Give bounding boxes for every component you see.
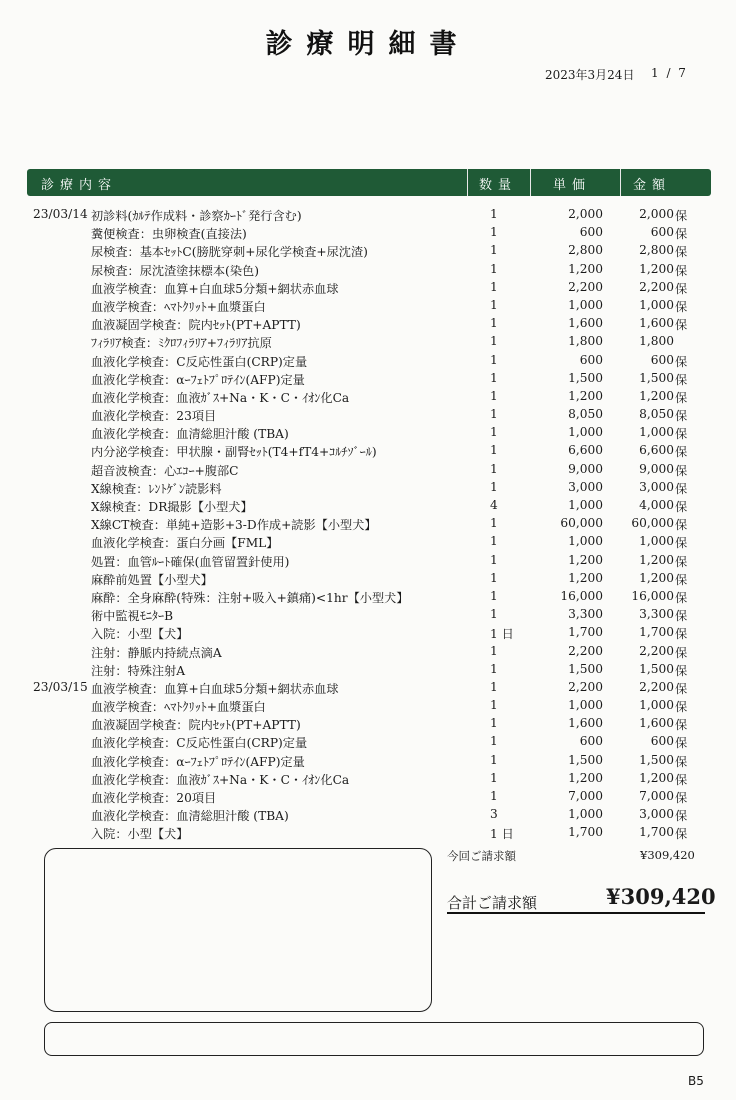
header-content: 診療内容 <box>41 178 118 193</box>
line-insurance-mark: 保 <box>675 409 688 424</box>
line-insurance-mark: 保 <box>675 572 688 587</box>
line-quantity: 1 <box>490 207 498 221</box>
total-underline <box>447 912 705 914</box>
line-description: 血液化学検査：血液ｶﾞｽ+Na・K・C・ｲｵﾝ化Ca <box>91 390 350 405</box>
line-insurance-mark: 保 <box>675 754 688 769</box>
line-description: 注射：特殊注射A <box>91 663 186 678</box>
line-quantity: 1 <box>490 425 498 440</box>
line-quantity: 1 <box>490 679 498 694</box>
line-amount: 1,700 <box>639 825 674 840</box>
line-description: 糞便検査：虫卵検査(直接法) <box>91 227 247 242</box>
line-unit-price: 1,600 <box>568 316 603 331</box>
line-description: 内分泌学検査：甲状腺・副腎ｾｯﾄ(T4+fT4+ｺﾙﾁｿﾞｰﾙ) <box>91 445 377 460</box>
line-description: 血液凝固学検査：院内ｾｯﾄ(PT+APTT) <box>91 718 301 733</box>
line-description: 血液学検査：ﾍﾏﾄｸﾘｯﾄ+血漿蛋白 <box>91 700 266 715</box>
line-description: 尿検査：基本ｾｯﾄC(膀胱穿刺+尿化学検査+尿沈渣) <box>91 245 368 260</box>
line-quantity: 1 <box>490 261 498 276</box>
line-description: 血液化学検査：血清総胆汁酸 (TBA) <box>91 427 289 442</box>
line-quantity: 1 <box>490 588 498 603</box>
line-description: 血液化学検査：23項目 <box>91 409 217 424</box>
line-insurance-mark: 保 <box>675 354 688 369</box>
total-bill-label: 合計ご請求額 <box>447 894 538 912</box>
line-item <box>0 698 736 716</box>
line-amount: 9,000 <box>639 461 674 476</box>
header-divider <box>530 169 531 196</box>
line-quantity: 1 <box>490 443 498 458</box>
line-unit-price: 8,050 <box>568 407 603 422</box>
line-item <box>0 625 736 643</box>
line-quantity: 1 <box>490 734 498 749</box>
header-divider <box>467 169 468 196</box>
line-amount: 2,200 <box>639 643 674 658</box>
line-amount: 3,000 <box>639 807 674 822</box>
line-insurance-mark: 保 <box>675 827 688 842</box>
line-unit-price: 600 <box>579 225 603 240</box>
line-quantity: 1 <box>490 752 498 767</box>
line-unit-price: 1,000 <box>568 425 603 440</box>
line-quantity: 1 <box>490 570 498 585</box>
line-insurance-mark: 保 <box>675 500 688 514</box>
line-item <box>0 480 736 498</box>
line-description: 入院：小型【犬】 <box>91 627 189 642</box>
line-amount: 1,000 <box>639 297 674 312</box>
line-amount: 1,000 <box>639 534 674 549</box>
header-amount: 金額 <box>633 178 672 193</box>
line-unit-price: 1,500 <box>568 370 603 385</box>
line-unit-price: 2,200 <box>568 679 603 694</box>
line-description: X線検査：ﾚﾝﾄｹﾞﾝ読影料 <box>91 481 222 496</box>
line-item <box>0 243 736 261</box>
line-amount: 1,200 <box>639 570 674 585</box>
line-item <box>0 262 736 280</box>
line-unit-price: 1,000 <box>568 498 603 512</box>
line-item <box>0 498 736 516</box>
line-amount: 1,200 <box>639 770 674 785</box>
line-amount: 1,600 <box>639 716 674 731</box>
line-quantity: 1 <box>490 479 498 494</box>
line-amount: 600 <box>650 352 674 367</box>
line-item <box>0 371 736 389</box>
line-quantity: 3 <box>490 807 498 822</box>
line-unit-price: 600 <box>579 352 603 367</box>
line-item <box>0 607 736 625</box>
line-quantity: 1 <box>490 770 498 785</box>
document-title: 診療明細書 <box>265 29 471 60</box>
line-quantity: 1 <box>490 516 498 531</box>
line-item <box>0 407 736 425</box>
line-amount: 1,600 <box>639 316 674 331</box>
line-amount: 1,700 <box>639 625 674 640</box>
header-unit-price: 単価 <box>553 178 592 193</box>
line-amount: 2,200 <box>639 279 674 294</box>
line-item <box>0 571 736 589</box>
line-description: 超音波検査：心ｴｺｰ+腹部C <box>91 463 239 478</box>
line-quantity: 1 <box>490 698 498 713</box>
paper-size: B5 <box>688 1074 704 1088</box>
line-quantity: 1 <box>490 643 498 658</box>
line-unit-price: 1,200 <box>568 388 603 403</box>
line-item <box>0 734 736 752</box>
line-quantity: 1 <box>490 552 498 567</box>
current-bill-value: ¥309,420 <box>640 848 695 862</box>
line-description: 血液学検査：ﾍﾏﾄｸﾘｯﾄ+血漿蛋白 <box>91 299 266 314</box>
line-quantity: 1 <box>490 661 498 676</box>
line-description: 処置：血管ﾙｰﾄ確保(血管留置針使用) <box>91 554 290 569</box>
line-item <box>0 716 736 734</box>
line-unit-price: 600 <box>579 734 603 749</box>
line-unit-price: 2,200 <box>568 643 603 658</box>
line-quantity: 1 <box>490 534 498 549</box>
line-unit-price: 1,600 <box>568 716 603 731</box>
line-unit-price: 1,700 <box>568 625 603 640</box>
line-unit-price: 1,000 <box>568 534 603 549</box>
line-amount: 1,000 <box>639 425 674 440</box>
line-quantity: 4 <box>490 498 498 512</box>
line-insurance-mark: 保 <box>675 681 688 696</box>
line-unit-price: 1,500 <box>568 752 603 767</box>
line-amount: 1,500 <box>639 661 674 676</box>
line-amount: 4,000 <box>639 498 674 512</box>
line-item <box>0 644 736 662</box>
line-description: 麻酔：全身麻酔(特殊：注射+吸入+鎮痛)<1hr【小型犬】 <box>91 590 409 605</box>
line-description: X線検査：DR撮影【小型犬】 <box>91 500 253 514</box>
line-insurance-mark: 保 <box>675 209 688 223</box>
line-description: 血液学検査：血算+白血球5分類+網状赤血球 <box>91 281 339 296</box>
line-unit-price: 2,000 <box>568 207 603 221</box>
line-unit-price: 1,200 <box>568 552 603 567</box>
line-amount: 6,600 <box>639 443 674 458</box>
line-description: 術中監視ﾓﾆﾀｰB <box>91 609 174 624</box>
line-amount: 1,200 <box>639 388 674 403</box>
line-description: 尿検査：尿沈渣塗抹標本(染色) <box>91 263 259 278</box>
line-item <box>0 334 736 352</box>
line-amount: 1,000 <box>639 698 674 713</box>
table-header <box>27 169 711 196</box>
line-item <box>0 516 736 534</box>
line-quantity: 1 <box>490 316 498 331</box>
line-description: 麻酔前処置【小型犬】 <box>91 572 213 587</box>
line-insurance-mark: 保 <box>675 645 688 660</box>
line-item <box>0 280 736 298</box>
line-insurance-mark: 保 <box>675 372 688 387</box>
line-unit-price: 3,000 <box>568 479 603 494</box>
line-quantity: 1 日 <box>490 627 514 642</box>
page-number: 1 / 7 <box>651 66 688 80</box>
line-item <box>0 298 736 316</box>
line-insurance-mark: 保 <box>675 481 688 496</box>
line-unit-price: 1,000 <box>568 297 603 312</box>
line-amount: 1,800 <box>639 334 674 349</box>
line-insurance-mark: 保 <box>675 299 688 314</box>
line-quantity: 1 <box>490 789 498 803</box>
line-quantity: 1 <box>490 370 498 385</box>
line-insurance-mark: 保 <box>675 536 688 551</box>
line-unit-price: 9,000 <box>568 461 603 476</box>
line-description: 血液化学検査：αｰﾌｪﾄﾌﾟﾛﾃｲﾝ(AFP)定量 <box>91 372 305 387</box>
memo-box <box>44 848 432 1012</box>
line-description: 血液化学検査：血清総胆汁酸 (TBA) <box>91 809 289 824</box>
line-quantity: 1 <box>490 607 498 622</box>
line-quantity: 1 <box>490 225 498 240</box>
total-bill-value: ¥309,420 <box>606 884 716 909</box>
line-description: 入院：小型【犬】 <box>91 827 189 842</box>
line-insurance-mark: 保 <box>675 663 688 678</box>
line-unit-price: 60,000 <box>560 516 603 531</box>
line-date: 23/03/14 <box>33 207 88 221</box>
line-item <box>0 753 736 771</box>
line-item <box>0 316 736 334</box>
line-quantity: 1 <box>490 352 498 367</box>
line-item <box>0 825 736 843</box>
line-item <box>0 589 736 607</box>
line-amount: 16,000 <box>631 588 674 603</box>
line-amount: 2,800 <box>639 243 674 258</box>
line-quantity: 1 <box>490 388 498 403</box>
line-insurance-mark: 保 <box>675 736 688 751</box>
line-unit-price: 2,800 <box>568 243 603 258</box>
line-insurance-mark: 保 <box>675 318 688 333</box>
line-description: 血液学検査：血算+白血球5分類+網状赤血球 <box>91 681 339 696</box>
line-insurance-mark: 保 <box>675 590 688 605</box>
line-unit-price: 6,600 <box>568 443 603 458</box>
line-insurance-mark: 保 <box>675 518 688 533</box>
line-item <box>0 389 736 407</box>
line-description: 血液化学検査：C反応性蛋白(CRP)定量 <box>91 354 308 369</box>
line-unit-price: 2,200 <box>568 279 603 294</box>
line-insurance-mark: 保 <box>675 700 688 715</box>
line-item <box>0 662 736 680</box>
header-divider <box>620 169 621 196</box>
line-unit-price: 1,700 <box>568 825 603 840</box>
line-description: 血液化学検査：蛋白分画【FML】 <box>91 536 279 551</box>
line-description: 血液化学検査：血液ｶﾞｽ+Na・K・C・ｲｵﾝ化Ca <box>91 772 350 787</box>
line-unit-price: 1,200 <box>568 570 603 585</box>
line-item <box>0 680 736 698</box>
line-amount: 2,200 <box>639 679 674 694</box>
line-insurance-mark: 保 <box>675 772 688 787</box>
line-item <box>0 353 736 371</box>
note-box <box>44 1022 704 1056</box>
line-amount: 60,000 <box>631 516 674 531</box>
line-insurance-mark: 保 <box>675 609 688 624</box>
line-quantity: 1 <box>490 279 498 294</box>
line-description: 注射：静脈内持続点滴A <box>91 645 222 660</box>
line-amount: 600 <box>650 734 674 749</box>
line-item <box>0 553 736 571</box>
line-item <box>0 771 736 789</box>
line-unit-price: 3,300 <box>568 607 603 622</box>
line-insurance-mark: 保 <box>675 445 688 460</box>
line-insurance-mark: 保 <box>675 554 688 569</box>
line-unit-price: 1,000 <box>568 698 603 713</box>
line-unit-price: 1,500 <box>568 661 603 676</box>
line-item <box>0 807 736 825</box>
line-insurance-mark: 保 <box>675 263 688 278</box>
line-date: 23/03/15 <box>33 679 88 694</box>
line-insurance-mark: 保 <box>675 463 688 478</box>
line-insurance-mark: 保 <box>675 718 688 733</box>
line-quantity: 1 日 <box>490 827 514 842</box>
line-amount: 600 <box>650 225 674 240</box>
line-amount: 1,200 <box>639 552 674 567</box>
line-unit-price: 1,800 <box>568 334 603 349</box>
issue-date: 2023年3月24日 <box>545 68 635 82</box>
line-description: ﾌｨﾗﾘｱ検査：ﾐｸﾛﾌｨﾗﾘｱ+ﾌｨﾗﾘｱ抗原 <box>91 336 272 351</box>
line-insurance-mark: 保 <box>675 390 688 405</box>
line-amount: 8,050 <box>639 407 674 422</box>
line-insurance-mark: 保 <box>675 245 688 260</box>
line-amount: 1,500 <box>639 752 674 767</box>
line-amount: 3,000 <box>639 479 674 494</box>
line-description: 血液化学検査：C反応性蛋白(CRP)定量 <box>91 736 308 751</box>
line-insurance-mark: 保 <box>675 791 688 805</box>
line-insurance-mark: 保 <box>675 227 688 242</box>
line-unit-price: 16,000 <box>560 588 603 603</box>
line-unit-price: 1,200 <box>568 261 603 276</box>
line-quantity: 1 <box>490 297 498 312</box>
line-item <box>0 789 736 807</box>
line-insurance-mark: 保 <box>675 809 688 824</box>
line-unit-price: 7,000 <box>568 789 603 803</box>
line-amount: 3,300 <box>639 607 674 622</box>
line-unit-price: 1,000 <box>568 807 603 822</box>
line-quantity: 1 <box>490 334 498 349</box>
line-item <box>0 425 736 443</box>
line-description: 血液凝固学検査：院内ｾｯﾄ(PT+APTT) <box>91 318 301 333</box>
line-insurance-mark: 保 <box>675 281 688 296</box>
line-description: X線CT検査：単純+造影+3-D作成+読影【小型犬】 <box>91 518 377 533</box>
line-item <box>0 207 736 225</box>
current-bill-label: 今回ご請求額 <box>447 849 516 863</box>
line-amount: 1,500 <box>639 370 674 385</box>
line-description: 血液化学検査：20項目 <box>91 791 217 805</box>
line-unit-price: 1,200 <box>568 770 603 785</box>
line-description: 初診料(ｶﾙﾃ作成料・診察ｶｰﾄﾞ発行含む) <box>91 209 302 223</box>
line-item <box>0 534 736 552</box>
line-amount: 1,200 <box>639 261 674 276</box>
line-quantity: 1 <box>490 243 498 258</box>
line-quantity: 1 <box>490 407 498 422</box>
line-item <box>0 225 736 243</box>
line-amount: 7,000 <box>639 789 674 803</box>
line-insurance-mark: 保 <box>675 427 688 442</box>
line-insurance-mark: 保 <box>675 627 688 642</box>
line-amount: 2,000 <box>639 207 674 221</box>
line-quantity: 1 <box>490 716 498 731</box>
line-quantity: 1 <box>490 461 498 476</box>
line-item <box>0 462 736 480</box>
line-item <box>0 443 736 461</box>
line-description: 血液化学検査：αｰﾌｪﾄﾌﾟﾛﾃｲﾝ(AFP)定量 <box>91 754 305 769</box>
line-items <box>0 207 736 844</box>
header-quantity: 数量 <box>479 178 518 193</box>
